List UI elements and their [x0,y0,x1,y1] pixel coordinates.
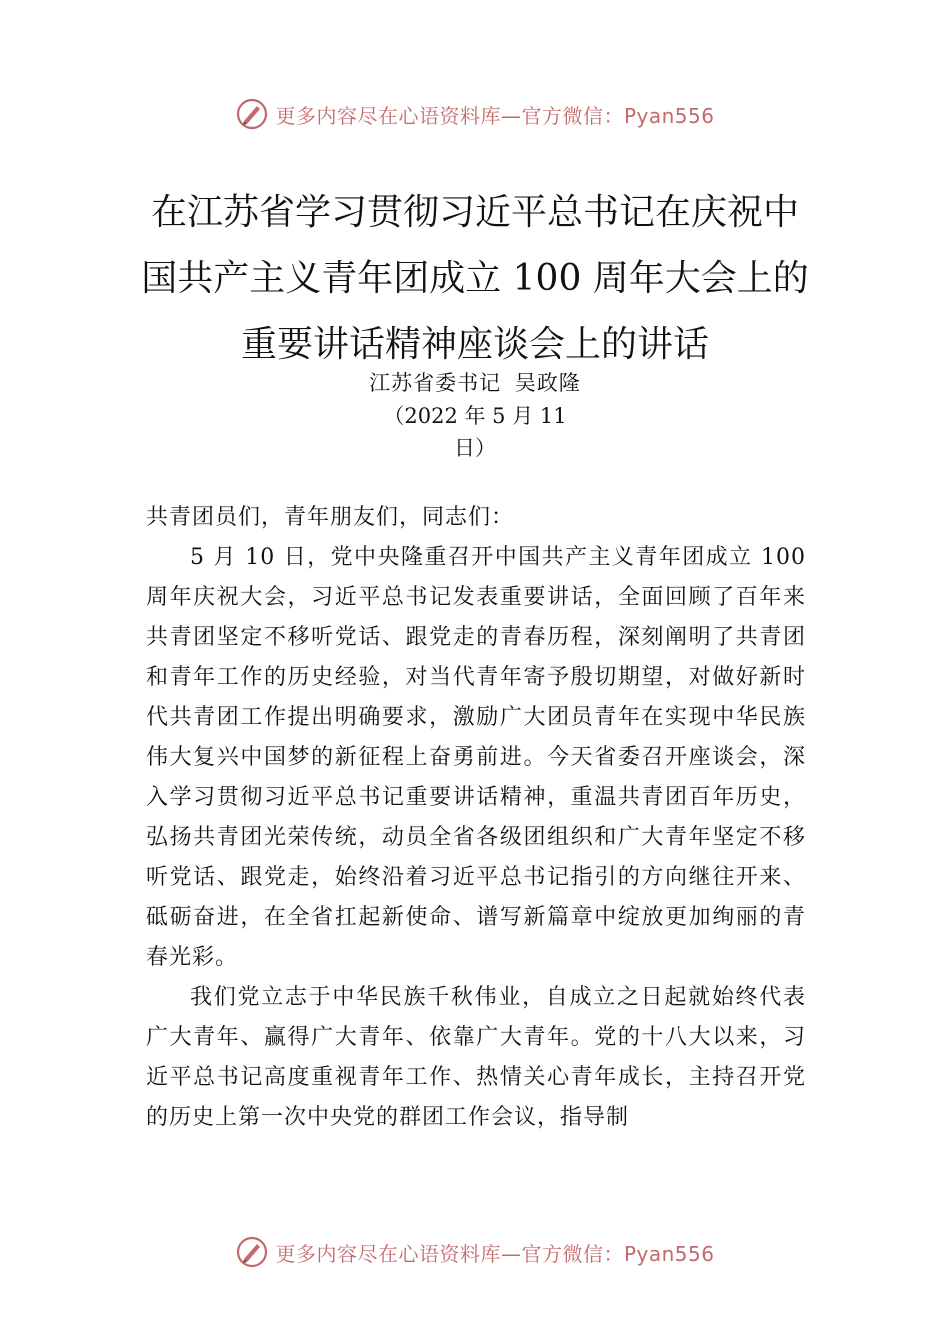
watermark-text: 更多内容尽在心语资料库—官方微信：Pyan556 [275,1241,715,1266]
author-line: 江苏省委书记 吴政隆 [369,371,581,395]
title-line-2: 国共产主义青年团成立 100 周年大会上的 [141,258,809,299]
pen-logo-icon [235,97,269,131]
date-line-1: （2022 年 5 月 11 [383,404,567,428]
watermark-text: 更多内容尽在心语资料库—官方微信：Pyan556 [275,103,715,128]
title-line-3: 重要讲话精神座谈会上的讲话 [240,324,709,365]
document-title [120,180,830,378]
speech-body [146,498,806,1138]
watermark-header [0,94,950,134]
paragraph-2: 我们党立志于中华民族千秋伟业，自成立之日起就始终代表广大青年、赢得广大青年、依靠广大青年。党的十八大以来，习近平总书记高度重视青年工作、热情关心青年成长，主持召开党的历史上第一次中央党的群团工作会议，指导制 [146,985,806,1130]
watermark-footer [0,1232,950,1272]
date-line-2: 日） [454,436,496,460]
title-line-1: 在江苏省学习贯彻习近平总书记在庆祝中 [150,192,799,233]
greeting: 共青团员们，青年朋友们，同志们： [146,505,515,530]
date-block [0,400,950,464]
paragraph-1: 5 月 10 日，党中央隆重召开中国共产主义青年团成立 100 周年庆祝大会，习近平总书记发表重要讲话，全面回顾了百年来共青团坚定不移听党话、跟党走的青春历程，深刻阐明了共青团和青年工作的历史经验，对当代青年寄予殷切期望，对做好新时代共青团工作提出明确要求，激励广大团员青年在实现中华民族伟大复兴中国梦的新征程上奋勇前进。今天省委召开座谈会，深入学习贯彻习近平总书记重要讲话精神，重温共青团百年历史，弘扬共青团光荣传统，动员全省各级团组织和广大青年坚定不移听党话、跟党走，始终沿着习近平总书记指引的方向继往开来、砥砺奋进，在全省扛起新使命、谱写新篇章中绽放更加绚丽的青春光彩。 [146,545,806,970]
pen-logo-icon [235,1235,269,1269]
